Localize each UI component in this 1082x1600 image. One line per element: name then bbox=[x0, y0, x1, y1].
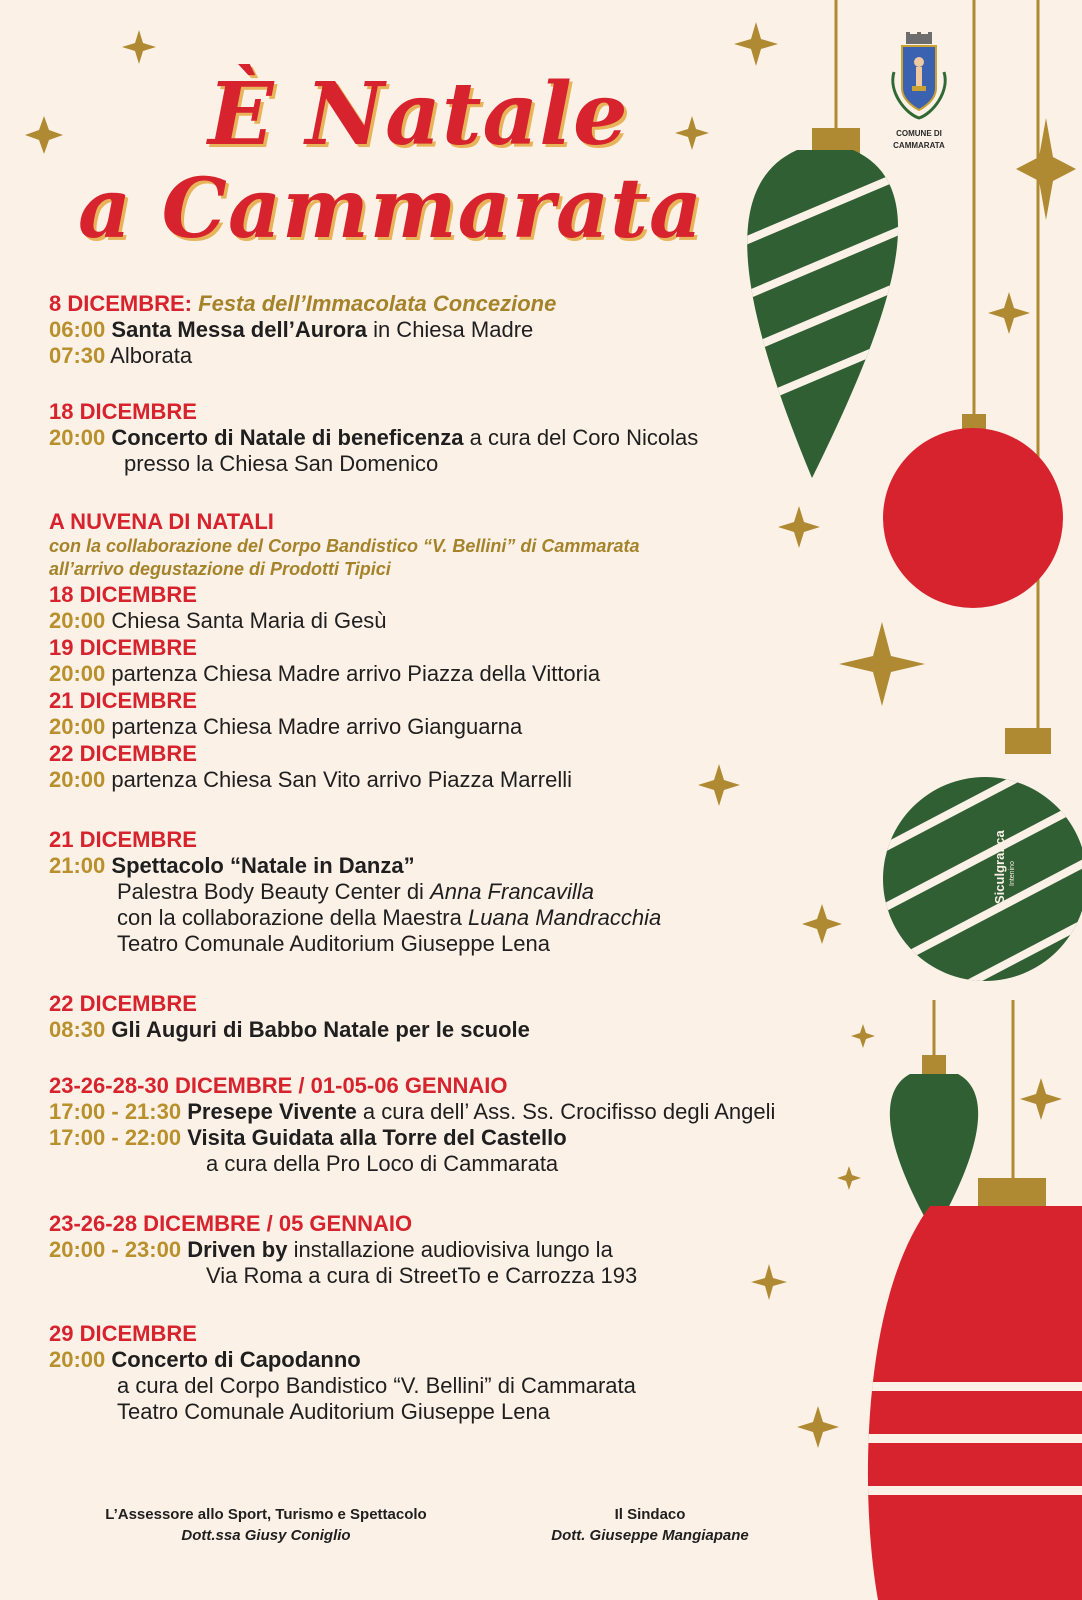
event-detail-continued: a cura della Pro Loco di Cammarata bbox=[206, 1151, 559, 1176]
event-title: Concerto di Natale di beneficenza bbox=[111, 425, 464, 450]
event-section-babbo-natale bbox=[49, 990, 869, 1043]
title-line-1: È Natale bbox=[208, 64, 629, 165]
event-title: Santa Messa dell’Aurora bbox=[111, 317, 367, 342]
footer-sindaco bbox=[520, 1504, 780, 1546]
star-icon bbox=[988, 292, 1030, 334]
event-line bbox=[49, 853, 869, 879]
section-note: all’arrivo degustazione di Prodotti Tipici bbox=[49, 559, 391, 579]
star-icon bbox=[1020, 1078, 1062, 1120]
event-line bbox=[49, 714, 869, 740]
date-heading: 21 DICEMBRE bbox=[49, 688, 197, 713]
section-heading: A NUVENA DI NATALI bbox=[49, 509, 274, 534]
event-time: 07:30 bbox=[49, 343, 106, 368]
event-section-immacolata bbox=[49, 290, 869, 369]
event-title: Driven by bbox=[187, 1237, 288, 1262]
event-time: 06:00 bbox=[49, 317, 106, 342]
section-heading bbox=[49, 290, 869, 317]
crest-caption-line-1: COMUNE DI bbox=[896, 129, 942, 138]
signature-subtext: Intenino bbox=[1009, 861, 1016, 886]
event-detail: Palestra Body Beauty Center di bbox=[117, 879, 431, 904]
event-line bbox=[49, 1099, 869, 1125]
signature-text: Siculgrafica bbox=[992, 830, 1007, 904]
event-line bbox=[49, 661, 869, 687]
event-line bbox=[49, 1125, 869, 1151]
event-detail: installazione audiovisiva lungo la bbox=[287, 1237, 613, 1262]
event-time: 20:00 - 23:00 bbox=[49, 1237, 182, 1262]
event-section-presepe bbox=[49, 1072, 869, 1177]
title-line-2: a Cammarata bbox=[78, 161, 704, 257]
event-section-nuvena bbox=[49, 508, 869, 793]
date-heading: 23-26-28-30 DICEMBRE / 01-05-06 GENNAIO bbox=[49, 1073, 508, 1098]
event-title: Presepe Vivente bbox=[187, 1099, 357, 1124]
event-time: 20:00 bbox=[49, 425, 106, 450]
green-striped-ball-ornament bbox=[880, 728, 1082, 1030]
star-icon bbox=[122, 30, 156, 64]
event-detail: a cura dell’ Ass. Ss. Crocifisso degli Angeli bbox=[356, 1099, 776, 1124]
date-heading: 22 DICEMBRE bbox=[49, 741, 197, 766]
event-detail: partenza Chiesa San Vito arrivo Piazza Marrelli bbox=[105, 767, 572, 792]
event-line bbox=[49, 608, 869, 634]
signatory-role: Il Sindaco bbox=[614, 1506, 686, 1523]
event-detail: in Chiesa Madre bbox=[366, 317, 534, 342]
date-heading: 19 DICEMBRE bbox=[49, 635, 197, 660]
date-heading: 23-26-28 DICEMBRE / 05 GENNAIO bbox=[49, 1211, 413, 1236]
event-detail-continued bbox=[49, 879, 869, 905]
event-section-capodanno bbox=[49, 1320, 869, 1425]
date-heading: 29 DICEMBRE bbox=[49, 1321, 197, 1346]
event-section-driven-by bbox=[49, 1210, 869, 1289]
event-detail-continued: Teatro Comunale Auditorium Giuseppe Lena bbox=[117, 931, 550, 956]
event-time: 20:00 bbox=[49, 714, 106, 739]
event-detail-continued bbox=[49, 905, 869, 931]
event-line bbox=[49, 1017, 869, 1043]
signatory-name: Dott.ssa Giusy Coniglio bbox=[181, 1527, 351, 1544]
event-detail: Alborata bbox=[105, 343, 193, 368]
event-line bbox=[49, 343, 869, 369]
event-detail: a cura del Coro Nicolas bbox=[463, 425, 699, 450]
person-name: Anna Francavilla bbox=[430, 879, 594, 904]
date-heading: 22 DICEMBRE bbox=[49, 991, 197, 1016]
section-subtitle: Festa dell’Immacolata Concezione bbox=[198, 291, 557, 316]
event-detail: partenza Chiesa Madre arrivo Piazza della Vittoria bbox=[105, 661, 601, 686]
crest-caption-line-2: CAMMARATA bbox=[893, 141, 945, 150]
event-detail: partenza Chiesa Madre arrivo Gianguarna bbox=[105, 714, 523, 739]
event-title: Visita Guidata alla Torre del Castello bbox=[187, 1125, 567, 1150]
event-detail-continued: Teatro Comunale Auditorium Giuseppe Lena bbox=[117, 1399, 550, 1424]
date-heading: 18 DICEMBRE bbox=[49, 399, 197, 424]
section-note: con la collaborazione del Corpo Bandistico “V. Bellini” di Cammarata bbox=[49, 536, 640, 556]
signatory-role: L’Assessore allo Sport, Turismo e Spettacolo bbox=[105, 1506, 427, 1523]
event-time: 21:00 bbox=[49, 853, 106, 878]
date-heading: 18 DICEMBRE bbox=[49, 582, 197, 607]
event-detail-continued: presso la Chiesa San Domenico bbox=[124, 451, 439, 476]
designer-signature bbox=[990, 816, 1020, 906]
event-title: Spettacolo “Natale in Danza” bbox=[111, 853, 415, 878]
event-time: 20:00 bbox=[49, 661, 106, 686]
red-ball-ornament bbox=[883, 414, 1063, 608]
event-title: Gli Auguri di Babbo Natale per le scuole bbox=[111, 1017, 530, 1042]
event-time: 20:00 bbox=[49, 608, 106, 633]
star-icon bbox=[25, 116, 63, 154]
date-heading: 8 DICEMBRE: bbox=[49, 291, 193, 316]
person-name: Luana Mandracchia bbox=[467, 905, 662, 930]
event-time: 08:30 bbox=[49, 1017, 106, 1042]
poster-title bbox=[78, 64, 704, 257]
event-line bbox=[49, 317, 869, 343]
event-section-concerto bbox=[49, 398, 869, 477]
event-detail: con la collaborazione della Maestra bbox=[117, 905, 468, 930]
footer-assessore bbox=[76, 1504, 456, 1546]
event-section-danza bbox=[49, 826, 869, 957]
municipal-crest bbox=[884, 32, 954, 151]
date-heading: 21 DICEMBRE bbox=[49, 827, 197, 852]
event-line bbox=[49, 767, 869, 793]
big-red-ornament bbox=[850, 1178, 1082, 1600]
event-detail-continued: Via Roma a cura di StreetTo e Carrozza 193 bbox=[206, 1263, 638, 1288]
event-line bbox=[49, 425, 869, 451]
star-icon bbox=[734, 22, 778, 66]
star-icon bbox=[1016, 118, 1076, 220]
event-line bbox=[49, 1347, 869, 1373]
signatory-name: Dott. Giuseppe Mangiapane bbox=[551, 1527, 749, 1544]
event-detail-continued: a cura del Corpo Bandistico “V. Bellini” di Cammarata bbox=[117, 1373, 636, 1398]
event-time: 17:00 - 22:00 bbox=[49, 1125, 182, 1150]
event-title: Concerto di Capodanno bbox=[111, 1347, 361, 1372]
event-time: 17:00 - 21:30 bbox=[49, 1099, 182, 1124]
event-detail: Chiesa Santa Maria di Gesù bbox=[105, 608, 387, 633]
event-time: 20:00 bbox=[49, 767, 106, 792]
coat-of-arms-icon bbox=[888, 32, 950, 122]
event-time: 20:00 bbox=[49, 1347, 106, 1372]
event-line bbox=[49, 1237, 869, 1263]
